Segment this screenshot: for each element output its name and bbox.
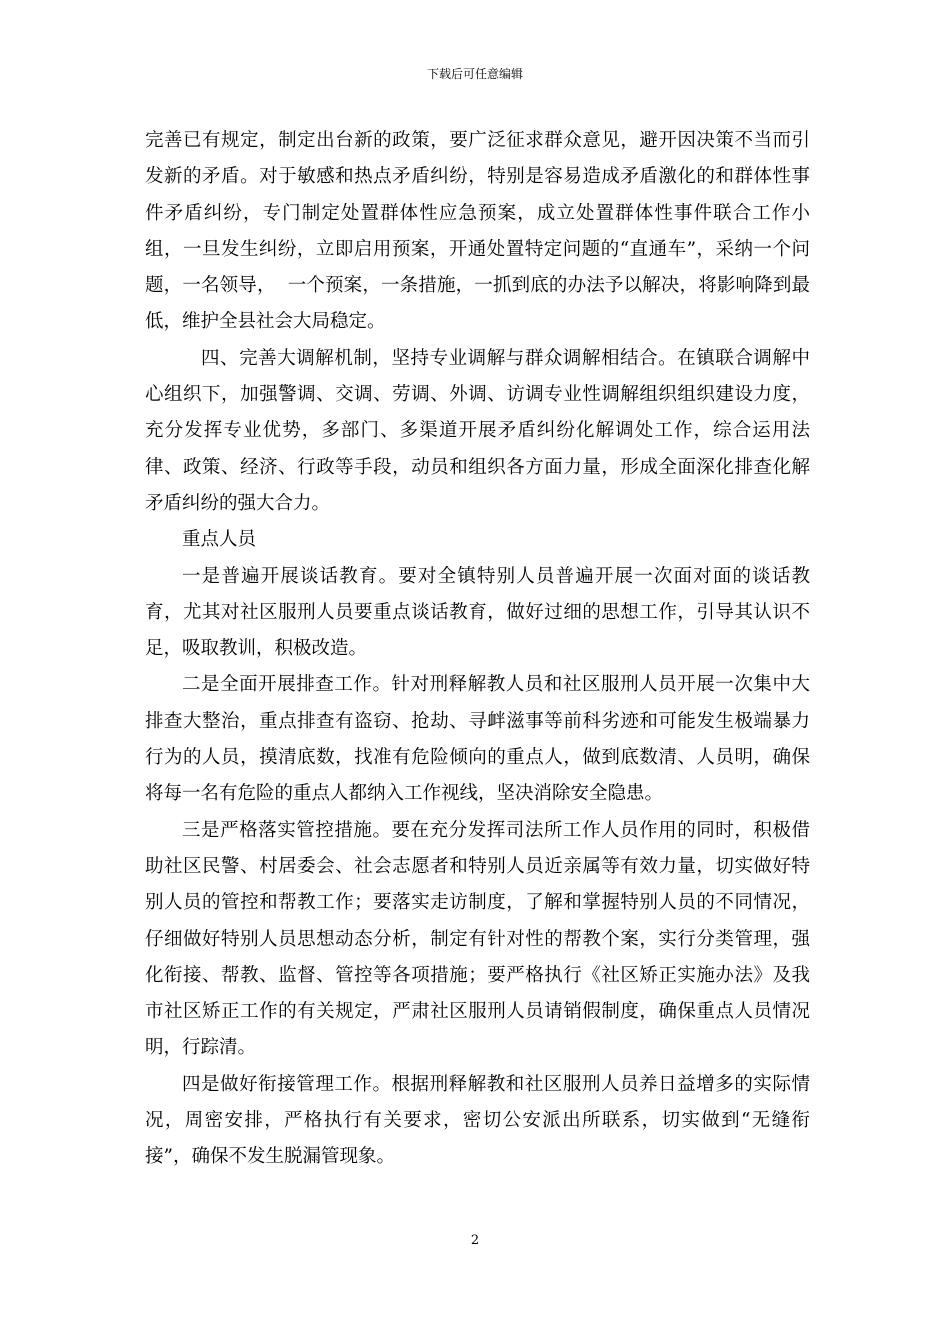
paragraph-talk-education: 一是普遍开展谈话教育。要对全镇特别人员普遍开展一次面对面的谈话教育，尤其对社区服刑人员要重点谈话教育，做好过细的思想工作，引导其认识不足，吸取教训，积极改造。 — [145, 565, 810, 660]
page-header: 下载后可任意编辑 — [426, 67, 523, 81]
paragraph-mediation-mechanism: 四、完善大调解机制，坚持专业调解与群众调解相结合。在镇联合调解中心组织下，加强警调、交调、劳调、外调、访调专业性调解组织组织建设力度，充分发挥专业优势，多部门、多渠道开展矛盾纠纷化解调处工作，综合运用法律、政策、经济、行政等手段，动员和组织各方面力量，形成全面深化排查化解矛盾纠纷的强大合力。 — [145, 347, 810, 514]
page-number: 2 — [470, 1233, 480, 1248]
paragraph-handover-management: 四是做好衔接管理工作。根据刑释解教和社区服刑人员养日益增多的实际情况，周密安排，严格执行有关要求，密切公安派出所联系，切实做到“无缝衔接”，确保不发生脱漏管现象。 — [145, 1073, 810, 1168]
section-heading-key-persons: 重点人员 — [182, 529, 257, 551]
paragraph-control-measures: 三是严格落实管控措施。要在充分发挥司法所工作人员作用的同时，积极借助社区民警、村居委会、社会志愿者和特别人员近亲属等有效力量，切实做好特别人员的管控和帮教工作；要落实走访制度，了解和掌握特别人员的不同情况，仔细做好特别人员思想动态分析，制定有针对性的帮教个案，实行分类管理，强化衔接、帮教、监督、管控等各项措施；要严格执行《社区矫正实施办法》及我市社区矫正工作的有关规定，严肃社区服刑人员请销假制度，确保重点人员情况明，行踪清。 — [145, 819, 810, 1059]
document-body — [145, 123, 810, 1176]
paragraph-continuation: 完善已有规定，制定出台新的政策，要广泛征求群众意见，避开因决策不当而引发新的矛盾。对于敏感和热点矛盾纠纷，特别是容易造成矛盾激化的和群体性事件矛盾纠纷，专门制定处置群体性应急预案，成立处置群体性事件联合工作小组，一旦发生纠纷，立即启用预案，开通处置特定问题的“直通车”，采纳一个问题，一名领导， 一个预案，一条措施，一抓到底的办法予以解决，将影响降到最低，维护全县社会大局稳定。 — [145, 130, 810, 333]
paragraph-screening-work: 二是全面开展排查工作。针对刑释解教人员和社区服刑人员开展一次集中大排查大整治，重点排查有盗窃、抢劫、寻衅滋事等前科劣迹和可能发生极端暴力行为的人员，摸清底数，找准有危险倾向的重点人，做到底数清、人员明，确保将每一名有危险的重点人都纳入工作视线，坚决消除安全隐患。 — [145, 674, 810, 805]
